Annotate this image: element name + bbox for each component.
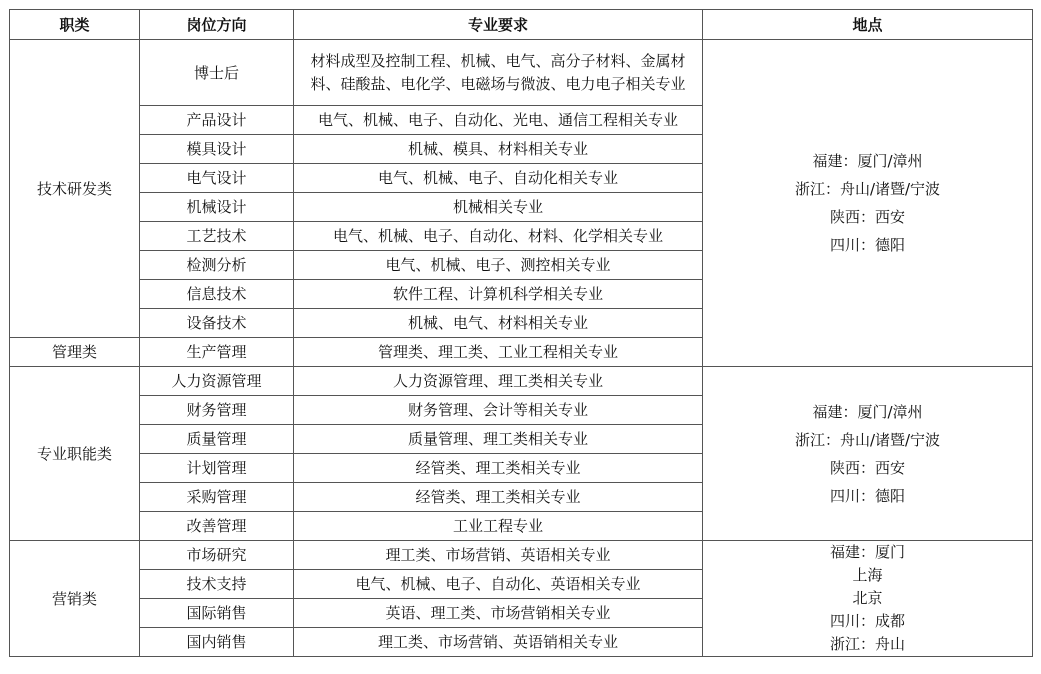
requirement-cell: 机械、模具、材料相关专业 bbox=[294, 135, 703, 164]
position-cell: 电气设计 bbox=[140, 164, 294, 193]
requirement-cell: 质量管理、理工类相关专业 bbox=[294, 425, 703, 454]
location-line: 上海 bbox=[852, 566, 883, 584]
location-line: 浙江：舟山/诸暨/宁波 bbox=[794, 180, 941, 198]
category-cell: 营销类 bbox=[10, 541, 140, 657]
position-cell: 工艺技术 bbox=[140, 222, 294, 251]
position-cell: 采购管理 bbox=[140, 483, 294, 512]
position-cell: 设备技术 bbox=[140, 309, 294, 338]
position-cell: 财务管理 bbox=[140, 396, 294, 425]
location-line: 福建：厦门/漳州 bbox=[812, 152, 923, 170]
position-cell: 质量管理 bbox=[140, 425, 294, 454]
position-cell: 计划管理 bbox=[140, 454, 294, 483]
requirement-cell: 软件工程、计算机科学相关专业 bbox=[294, 280, 703, 309]
position-cell: 市场研究 bbox=[140, 541, 294, 570]
location-line: 四川：德阳 bbox=[829, 236, 905, 254]
location-cell bbox=[703, 40, 1033, 367]
requirement-cell: 人力资源管理、理工类相关专业 bbox=[294, 367, 703, 396]
position-cell: 人力资源管理 bbox=[140, 367, 294, 396]
position-cell: 信息技术 bbox=[140, 280, 294, 309]
requirement-line: 材料成型及控制工程、机械、电气、高分子材料、金属材 bbox=[310, 51, 686, 70]
position-cell: 技术支持 bbox=[140, 570, 294, 599]
header-row bbox=[10, 10, 1033, 40]
requirement-line: 料、硅酸盐、电化学、电磁场与微波、电力电子相关专业 bbox=[310, 74, 686, 93]
requirement-cell: 电气、机械、电子、测控相关专业 bbox=[294, 251, 703, 280]
location-line: 四川：成都 bbox=[829, 612, 905, 630]
requirement-cell: 电气、机械、电子、自动化、材料、化学相关专业 bbox=[294, 222, 703, 251]
location-line: 福建：厦门/漳州 bbox=[812, 402, 923, 421]
header-position: 岗位方向 bbox=[140, 10, 294, 40]
requirement-cell: 财务管理、会计等相关专业 bbox=[294, 396, 703, 425]
table-row bbox=[10, 367, 1033, 396]
requirement-cell: 管理类、理工类、工业工程相关专业 bbox=[294, 338, 703, 367]
table-row bbox=[10, 40, 1033, 106]
header-location: 地点 bbox=[703, 10, 1033, 40]
requirement-cell: 理工类、市场营销、英语相关专业 bbox=[294, 541, 703, 570]
category-cell: 技术研发类 bbox=[10, 40, 140, 338]
position-cell: 生产管理 bbox=[140, 338, 294, 367]
table-row bbox=[10, 541, 1033, 570]
requirement-cell bbox=[294, 40, 703, 106]
location-line: 陕西：西安 bbox=[829, 208, 905, 226]
location-line: 陕西：西安 bbox=[829, 458, 905, 477]
position-cell: 模具设计 bbox=[140, 135, 294, 164]
requirement-cell: 机械、电气、材料相关专业 bbox=[294, 309, 703, 338]
location-line: 浙江：舟山 bbox=[829, 635, 905, 653]
requirement-cell: 经管类、理工类相关专业 bbox=[294, 483, 703, 512]
position-cell: 检测分析 bbox=[140, 251, 294, 280]
requirement-cell: 电气、机械、电子、自动化、英语相关专业 bbox=[294, 570, 703, 599]
position-cell: 国际销售 bbox=[140, 599, 294, 628]
location-line: 福建：厦门 bbox=[829, 543, 905, 561]
requirement-cell: 机械相关专业 bbox=[294, 193, 703, 222]
category-cell: 专业职能类 bbox=[10, 367, 140, 541]
requirement-cell: 电气、机械、电子、自动化相关专业 bbox=[294, 164, 703, 193]
requirement-cell: 工业工程专业 bbox=[294, 512, 703, 541]
location-line: 浙江：舟山/诸暨/宁波 bbox=[794, 430, 941, 449]
location-cell bbox=[703, 367, 1033, 541]
location-cell bbox=[703, 541, 1033, 657]
header-requirement: 专业要求 bbox=[294, 10, 703, 40]
position-cell: 改善管理 bbox=[140, 512, 294, 541]
requirement-cell: 经管类、理工类相关专业 bbox=[294, 454, 703, 483]
position-cell: 国内销售 bbox=[140, 628, 294, 657]
category-cell: 管理类 bbox=[10, 338, 140, 367]
position-cell: 博士后 bbox=[140, 40, 294, 106]
requirement-cell: 理工类、市场营销、英语销相关专业 bbox=[294, 628, 703, 657]
location-line: 北京 bbox=[852, 589, 883, 607]
position-cell: 产品设计 bbox=[140, 106, 294, 135]
header-category: 职类 bbox=[10, 10, 140, 40]
requirement-cell: 英语、理工类、市场营销相关专业 bbox=[294, 599, 703, 628]
position-cell: 机械设计 bbox=[140, 193, 294, 222]
location-line: 四川：德阳 bbox=[829, 486, 905, 505]
requirement-cell: 电气、机械、电子、自动化、光电、通信工程相关专业 bbox=[294, 106, 703, 135]
recruitment-table bbox=[9, 9, 1033, 657]
